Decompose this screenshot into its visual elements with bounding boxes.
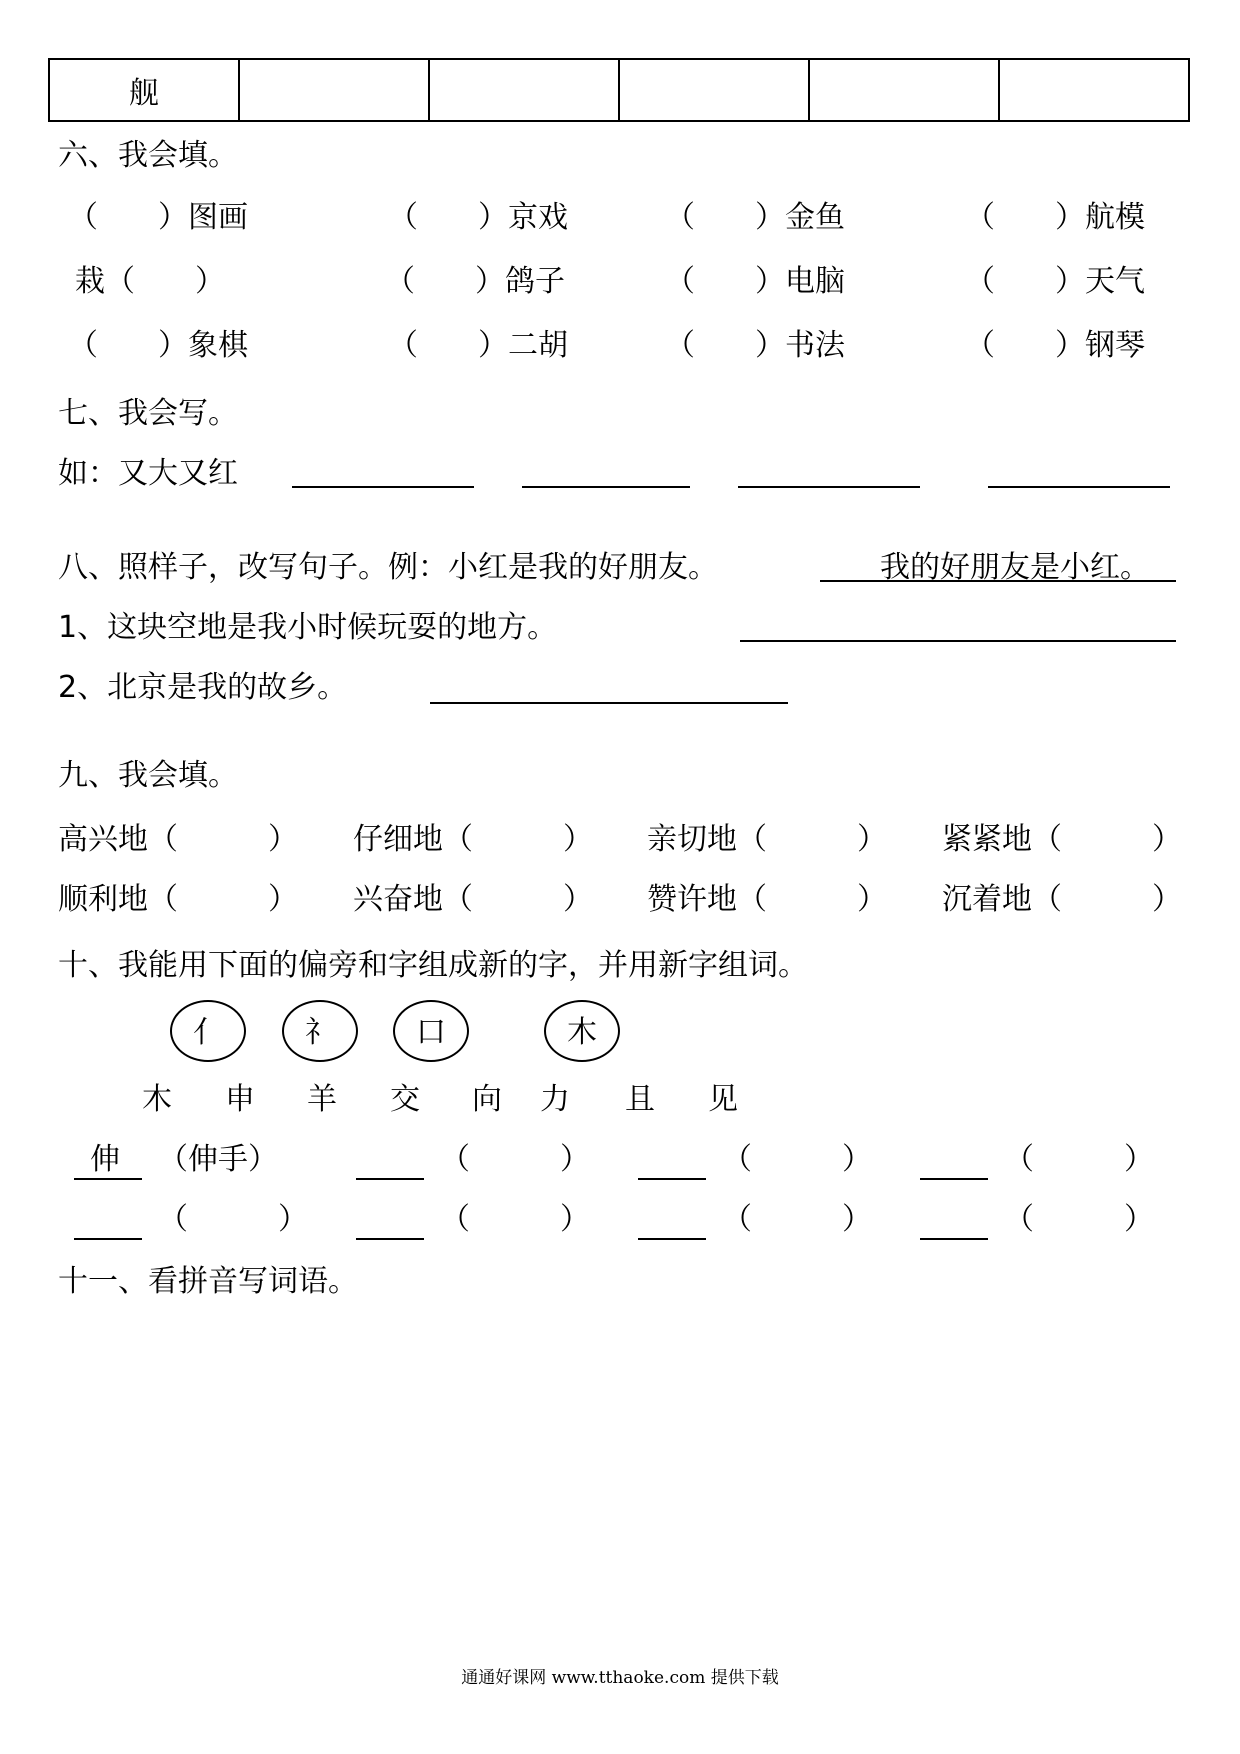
answer-line[interactable] — [430, 702, 788, 704]
fill-item[interactable]: （ ）京戏 — [388, 200, 568, 235]
fill-item[interactable]: （ ）鸽子 — [385, 264, 565, 299]
word-blank[interactable]: （ ） — [440, 1202, 590, 1237]
section-7-title: 七、我会写。 — [58, 396, 238, 431]
table-cell[interactable] — [429, 59, 619, 121]
fill-item[interactable]: 栽（ ） — [75, 264, 225, 299]
section-10-title: 十、我能用下面的偏旁和字组成新的字，并用新字组词。 — [58, 948, 808, 983]
char-item: 向 — [472, 1082, 502, 1117]
section-11-title: 十一、看拼音写词语。 — [58, 1264, 358, 1299]
radical-text: 亻 — [193, 1015, 223, 1050]
fill-item[interactable]: （ ）图画 — [68, 200, 248, 235]
question-2: 2、北京是我的故乡。 — [58, 670, 348, 705]
word-blank[interactable]: （ ） — [158, 1202, 308, 1237]
answer-line[interactable] — [740, 640, 1176, 642]
table-cell: 舰 — [49, 59, 239, 121]
page-footer: 通通好课网 www.tthaoke.com 提供下载 — [461, 1668, 779, 1688]
radical-text: 礻 — [305, 1015, 335, 1050]
section-6-title: 六、我会填。 — [58, 138, 238, 173]
fill-item[interactable]: （ ）天气 — [965, 264, 1145, 299]
example-word: （伸手） — [158, 1142, 278, 1177]
fill-item[interactable]: （ ）二胡 — [388, 328, 568, 363]
answer-line[interactable] — [522, 486, 690, 488]
word-blank[interactable]: （ ） — [440, 1142, 590, 1177]
answer-line[interactable] — [988, 486, 1170, 488]
radical-circle — [282, 1000, 358, 1062]
radical-circle — [170, 1000, 246, 1062]
fill-item[interactable]: 亲切地（ ） — [647, 822, 887, 857]
table-cell[interactable] — [619, 59, 809, 121]
example-char: 伸 — [90, 1142, 120, 1177]
fill-item[interactable]: 紧紧地（ ） — [942, 822, 1182, 857]
section-9-title: 九、我会填。 — [58, 758, 238, 793]
answer-line[interactable] — [638, 1238, 706, 1240]
fill-item[interactable]: （ ）电脑 — [665, 264, 845, 299]
fill-item[interactable]: （ ）金鱼 — [665, 200, 845, 235]
fill-item[interactable]: （ ）钢琴 — [965, 328, 1145, 363]
character-table — [48, 58, 1190, 122]
fill-item[interactable]: 顺利地（ ） — [58, 882, 298, 917]
char-item: 交 — [390, 1082, 420, 1117]
answer-line[interactable] — [738, 486, 920, 488]
radical-circle — [393, 1000, 469, 1062]
word-blank[interactable]: （ ） — [1004, 1142, 1154, 1177]
fill-item[interactable]: （ ）书法 — [665, 328, 845, 363]
section-8-title: 八、照样子，改写句子。例：小红是我的好朋友。 — [58, 550, 718, 585]
answer-line[interactable] — [920, 1238, 988, 1240]
word-blank[interactable]: （ ） — [1004, 1202, 1154, 1237]
radical-circle — [544, 1000, 620, 1062]
example-text: 如：又大又红 — [58, 456, 238, 491]
word-blank[interactable]: （ ） — [722, 1202, 872, 1237]
char-item: 申 — [225, 1082, 255, 1117]
char-item: 且 — [625, 1082, 655, 1117]
question-1: 1、这块空地是我小时候玩耍的地方。 — [58, 610, 558, 645]
word-blank[interactable]: （ ） — [722, 1142, 872, 1177]
table-row — [49, 59, 1189, 121]
char-item: 木 — [142, 1082, 172, 1117]
example-char-line — [74, 1178, 142, 1180]
char-item: 见 — [708, 1082, 738, 1117]
table-cell[interactable] — [999, 59, 1189, 121]
char-item: 力 — [540, 1082, 570, 1117]
fill-item[interactable]: 高兴地（ ） — [58, 822, 298, 857]
answer-line[interactable] — [356, 1238, 424, 1240]
answer-line[interactable] — [638, 1178, 706, 1180]
answer-line[interactable] — [920, 1178, 988, 1180]
example-answer: 我的好朋友是小红。 — [880, 550, 1150, 585]
table-cell[interactable] — [809, 59, 999, 121]
fill-item[interactable]: 赞许地（ ） — [647, 882, 887, 917]
radical-text: 木 — [567, 1015, 597, 1050]
answer-line[interactable] — [356, 1178, 424, 1180]
fill-item[interactable]: 仔细地（ ） — [353, 822, 593, 857]
fill-item[interactable]: 兴奋地（ ） — [353, 882, 593, 917]
radical-text: 口 — [416, 1015, 446, 1050]
table-cell[interactable] — [239, 59, 429, 121]
answer-line[interactable] — [292, 486, 474, 488]
fill-item[interactable]: （ ）航模 — [965, 200, 1145, 235]
char-item: 羊 — [307, 1082, 337, 1117]
example-answer-line — [820, 580, 1176, 582]
fill-item[interactable]: 沉着地（ ） — [942, 882, 1182, 917]
fill-item[interactable]: （ ）象棋 — [68, 328, 248, 363]
answer-line[interactable] — [74, 1238, 142, 1240]
